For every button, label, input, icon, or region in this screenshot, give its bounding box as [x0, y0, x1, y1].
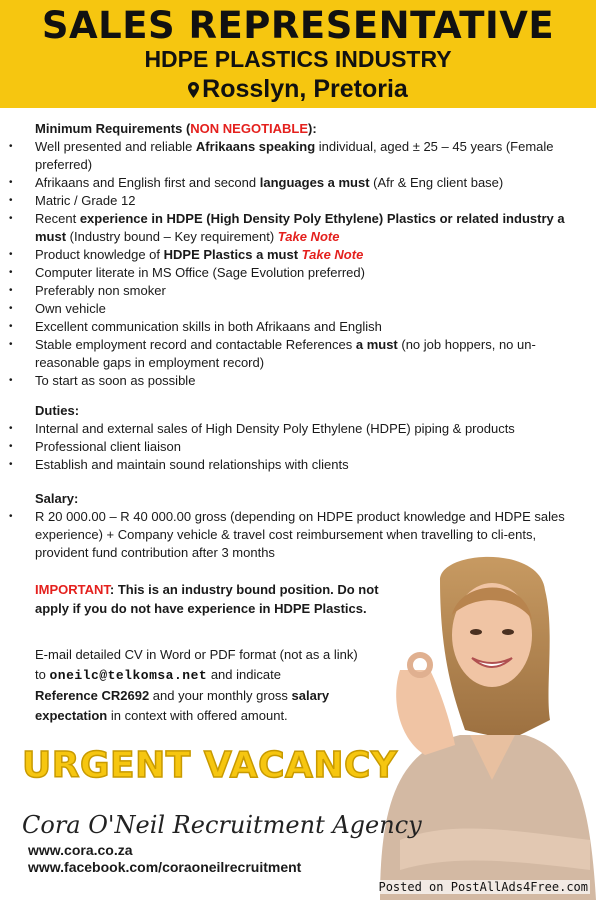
- smiling-woman-photo: [360, 540, 596, 900]
- list-item: • Own vehicle: [0, 300, 565, 318]
- important-notice: IMPORTANT: This is an industry bound position. Do not apply if you do not have experience in HDPE Plastics.: [35, 582, 379, 616]
- website-link[interactable]: www.cora.co.za: [28, 842, 133, 858]
- list-item: • Excellent communication skills in both Afrikaans and English: [0, 318, 565, 336]
- job-title: SALES REPRESENTATIVE: [41, 4, 555, 47]
- list-item: • Well presented and reliable Afrikaans speaking individual, aged ± 25 – 45 years (Female preferred): [0, 138, 565, 174]
- list-item: • Recent experience in HDPE (High Density Poly Ethylene) Plastics or related industry a must (Industry bound – Key requirement) Take Note: [0, 210, 565, 246]
- requirements-list: [0, 138, 565, 390]
- list-item: • To start as soon as possible: [0, 372, 565, 390]
- location-text: Rosslyn, Pretoria: [202, 75, 408, 103]
- list-item: • Matric / Grade 12: [0, 192, 565, 210]
- list-item: • Stable employment record and contactable References a must (no job hoppers, no un-reasonable gaps in employment record): [0, 336, 565, 372]
- location-pin-icon: [188, 82, 199, 98]
- posted-watermark: Posted on PostAllAds4Free.com: [378, 880, 588, 894]
- urgent-vacancy-banner: URGENT VACANCY: [22, 745, 398, 786]
- facebook-link[interactable]: www.facebook.com/coraoneilrecruitment: [28, 859, 302, 875]
- list-item: • Afrikaans and English first and second languages a must (Afr & Eng client base): [0, 174, 565, 192]
- list-item: • Professional client liaison: [0, 438, 565, 456]
- list-item: • Internal and external sales of High Density Poly Ethylene (HDPE) piping & products: [0, 420, 565, 438]
- requirements-heading: Minimum Requirements (NON NEGOTIABLE):: [35, 121, 317, 136]
- list-item: • Establish and maintain sound relationships with clients: [0, 456, 565, 474]
- salary-heading: Salary:: [35, 491, 79, 506]
- list-item: • Product knowledge of HDPE Plastics a must Take Note: [0, 246, 565, 264]
- apply-instructions: E-mail detailed CV in Word or PDF format (not as a link) to oneilc@telkomsa.net and indicate Reference CR2692 and your monthly gross salary expectation in context with offered amount.: [35, 647, 358, 723]
- industry-subtitle: HDPE PLASTICS INDUSTRY: [144, 46, 452, 72]
- email-link[interactable]: oneilc@telkomsa.net: [49, 668, 208, 683]
- header-banner: [0, 0, 596, 108]
- list-item: • Preferably non smoker: [0, 282, 565, 300]
- job-location: [0, 74, 596, 104]
- list-item: • R 20 000.00 – R 40 000.00 gross (depending on HDPE product knowledge and HDPE sales experience) + Company vehicle & travel cost reimbursement when travelling to cli-ents, provident fund contribution after 3 months: [0, 508, 565, 562]
- list-item: • Computer literate in MS Office (Sage Evolution preferred): [0, 264, 565, 282]
- duties-list: [0, 420, 565, 474]
- duties-heading: Duties:: [35, 403, 80, 418]
- agency-logo: Cora O'Neil Recruitment Agency: [22, 811, 422, 839]
